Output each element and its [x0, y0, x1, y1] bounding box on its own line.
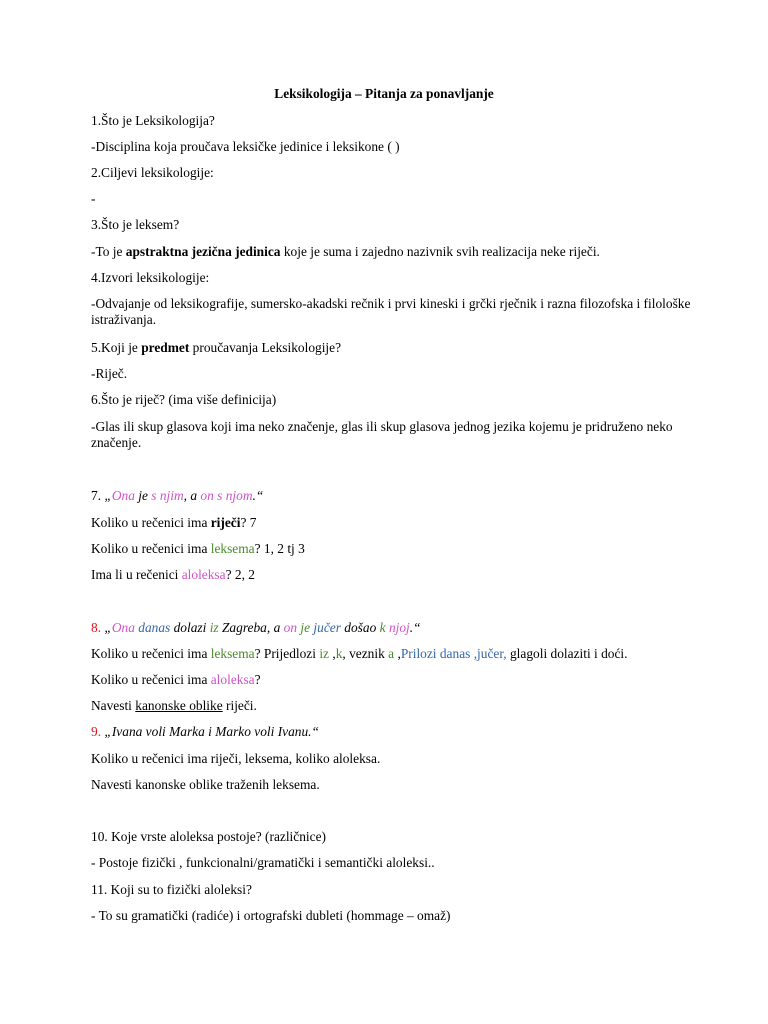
- answer-4: -Odvajanje od leksikografije, sumersko-akadski rečnik i prvi kineski i grčki rječnik i razna filozofska i filološke istraživanja.: [91, 296, 691, 327]
- question-8c: Navesti kanonske oblike riječi.: [91, 698, 257, 713]
- answer-3: -To je apstraktna jezična jedinica koje je suma i zajedno nazivnik svih realizacija neke riječi.: [91, 244, 600, 259]
- question-7a: Koliko u rečenici ima riječi? 7: [91, 515, 257, 530]
- question-6: 6.Što je riječ? (ima više definicija): [91, 392, 277, 407]
- answer-11: - To su gramatički (radiće) i ortografski dubleti (hommage – omaž): [91, 908, 451, 923]
- question-7b: Koliko u rečenici ima leksema? 1, 2 tj 3: [91, 541, 305, 556]
- question-9a: Koliko u rečenici ima riječi, leksema, koliko aloleksa.: [91, 751, 381, 766]
- question-5: 5.Koji je predmet proučavanja Leksikologije?: [91, 340, 342, 355]
- question-4: 4.Izvori leksikologije:: [91, 270, 210, 285]
- question-9b: Navesti kanonske oblike traženih leksema.: [91, 777, 320, 792]
- question-8b: Koliko u rečenici ima aloleksa?: [91, 672, 261, 687]
- question-7-sentence: 7. „Ona je s njim, a on s njom.“: [91, 488, 264, 503]
- document-title: Leksikologija – Pitanja za ponavljanje: [274, 86, 494, 101]
- answer-1: -Disciplina koja proučava leksičke jedinice i leksikone ( ): [91, 139, 400, 154]
- question-8a: Koliko u rečenici ima leksema? Prijedlozi iz ,k, veznik a ,Prilozi danas ,jučer, glagoli dolaziti i doći.: [91, 646, 628, 661]
- answer-5: -Riječ.: [91, 366, 128, 381]
- question-3: 3.Što je leksem?: [91, 217, 180, 232]
- question-11: 11. Koji su to fizički aloleksi?: [91, 882, 252, 897]
- answer-6: -Glas ili skup glasova koji ima neko značenje, glas ili skup glasova jednog jezika kojemu je pridruženo neko značenje.: [91, 419, 673, 450]
- question-8-sentence: 8. „Ona danas dolazi iz Zagreba, a on je jučer došao k njoj.“: [91, 620, 421, 635]
- question-9-sentence: 9. „Ivana voli Marka i Marko voli Ivanu.“: [91, 724, 319, 739]
- question-1: 1.Što je Leksikologija?: [91, 113, 215, 128]
- answer-10: - Postoje fizički , funkcionalni/gramatički i semantički aloleksi..: [91, 855, 435, 870]
- question-10: 10. Koje vrste aloleksa postoje? (različnice): [91, 829, 326, 844]
- answer-2: -: [91, 191, 96, 206]
- question-7c: Ima li u rečenici aloleksa? 2, 2: [91, 567, 255, 582]
- question-2: 2.Ciljevi leksikologije:: [91, 165, 214, 180]
